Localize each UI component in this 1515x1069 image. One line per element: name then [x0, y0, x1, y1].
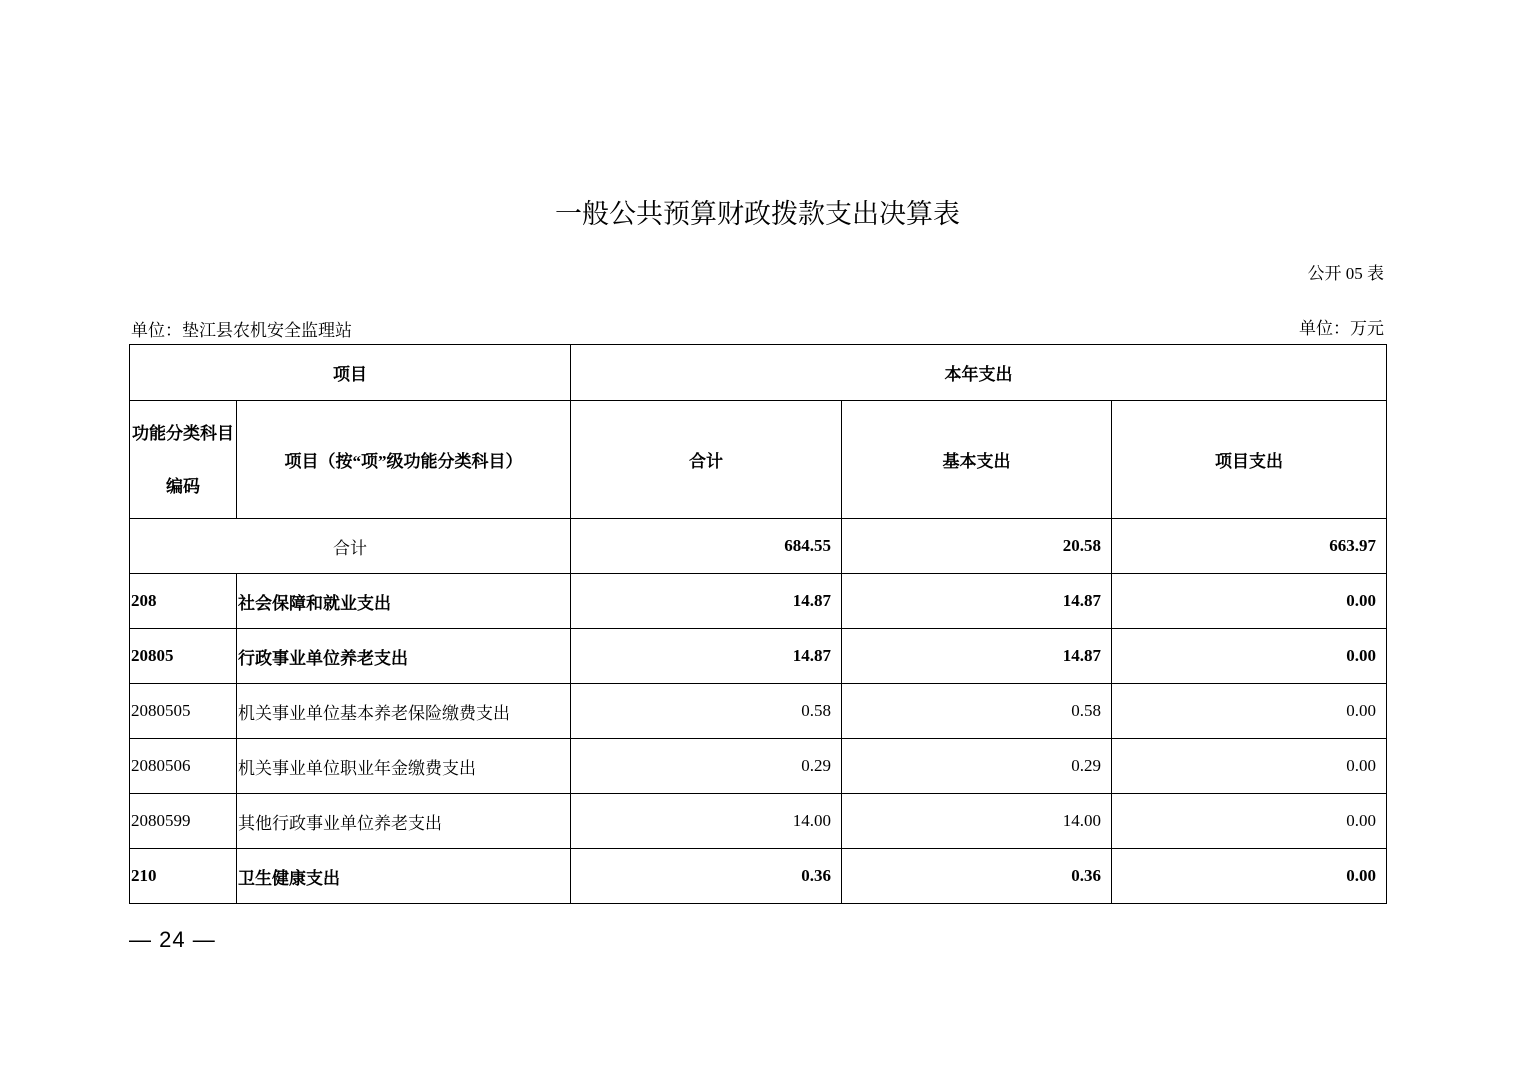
organization-unit: 单位：垫江县农机安全监理站 — [131, 321, 352, 340]
header-name-column: 项目（按“项”级功能分类科目） — [237, 401, 571, 519]
table-number: 公开 05 表 — [1307, 264, 1384, 283]
row-code: 2080599 — [130, 794, 237, 849]
row-project: 0.00 — [1112, 684, 1387, 739]
total-basic: 20.58 — [842, 519, 1112, 574]
currency-unit: 单位：万元 — [1299, 319, 1384, 338]
header-this-year: 本年支出 — [571, 345, 1387, 401]
row-total: 14.87 — [571, 574, 842, 629]
row-code: 208 — [130, 574, 237, 629]
total-row — [130, 519, 1387, 574]
row-project: 0.00 — [1112, 794, 1387, 849]
header-row-1 — [130, 345, 1387, 401]
row-name: 行政事业单位养老支出 — [237, 629, 571, 684]
table-row — [130, 739, 1387, 794]
table-row — [130, 794, 1387, 849]
row-total: 14.87 — [571, 629, 842, 684]
row-basic: 14.87 — [842, 574, 1112, 629]
row-code: 210 — [130, 849, 237, 904]
row-total: 0.29 — [571, 739, 842, 794]
total-project: 663.97 — [1112, 519, 1387, 574]
row-total: 14.00 — [571, 794, 842, 849]
total-label: 合计 — [130, 519, 571, 574]
budget-table — [129, 344, 1387, 904]
row-basic: 0.29 — [842, 739, 1112, 794]
row-basic: 0.58 — [842, 684, 1112, 739]
document-title: 一般公共预算财政拨款支出决算表 — [555, 199, 960, 229]
total-amount: 684.55 — [571, 519, 842, 574]
table-row — [130, 849, 1387, 904]
row-project: 0.00 — [1112, 629, 1387, 684]
row-name: 其他行政事业单位养老支出 — [237, 794, 571, 849]
header-basic: 基本支出 — [842, 401, 1112, 519]
row-total: 0.58 — [571, 684, 842, 739]
header-project-expense: 项目支出 — [1112, 401, 1387, 519]
row-code: 2080506 — [130, 739, 237, 794]
header-project: 项目 — [130, 345, 571, 401]
row-name: 卫生健康支出 — [237, 849, 571, 904]
row-basic: 0.36 — [842, 849, 1112, 904]
row-total: 0.36 — [571, 849, 842, 904]
table-row — [130, 684, 1387, 739]
row-name: 机关事业单位职业年金缴费支出 — [237, 739, 571, 794]
row-project: 0.00 — [1112, 739, 1387, 794]
row-project: 0.00 — [1112, 849, 1387, 904]
header-row-2 — [130, 401, 1387, 519]
row-basic: 14.87 — [842, 629, 1112, 684]
header-code-column: 功能分类科目编码 — [130, 401, 237, 519]
row-name: 社会保障和就业支出 — [237, 574, 571, 629]
row-name: 机关事业单位基本养老保险缴费支出 — [237, 684, 571, 739]
row-project: 0.00 — [1112, 574, 1387, 629]
row-code: 20805 — [130, 629, 237, 684]
table-row — [130, 629, 1387, 684]
row-code: 2080505 — [130, 684, 237, 739]
page-number: — 24 — — [129, 927, 216, 952]
row-basic: 14.00 — [842, 794, 1112, 849]
header-total: 合计 — [571, 401, 842, 519]
table-row — [130, 574, 1387, 629]
